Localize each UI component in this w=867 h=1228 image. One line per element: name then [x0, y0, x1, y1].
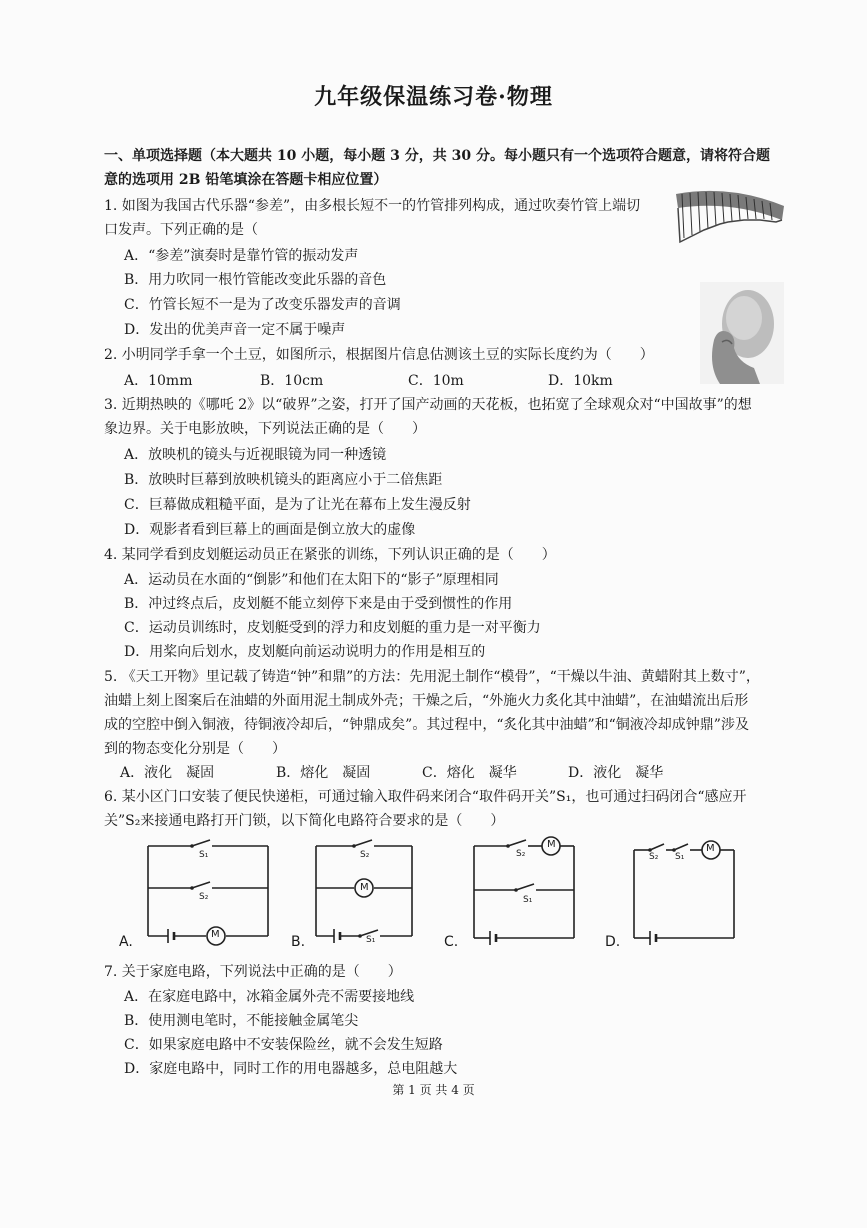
q4-option-a: A．运动员在水面的“倒影”和他们在太阳下的“影子”原理相同	[124, 572, 499, 588]
q1-option-d: D．发出的优美声音一定不属于噪声	[124, 322, 346, 338]
q3-stem-line2: 象边界。关于电影放映，下列说法正确的是（ ）	[104, 421, 426, 437]
q1-stem-line2: 口发声。下列正确的是（	[104, 222, 258, 238]
q4-option-d: D．用桨向后划水，皮划艇向前运动说明力的作用是相互的	[124, 644, 486, 660]
circuit-d-label: D.	[605, 934, 621, 950]
circuit-b-label: B.	[291, 934, 306, 950]
circuit-c-label: C.	[444, 934, 459, 950]
q7-option-b: B．使用测电笔时，不能接触金属笔尖	[124, 1013, 359, 1029]
q7-option-a: A．在家庭电路中，冰箱金属外壳不需要接地线	[124, 989, 415, 1005]
circuit-d-motor-label: M	[706, 843, 715, 854]
q3-option-a: A．放映机的镜头与近视眼镜为同一种透镜	[124, 447, 387, 463]
circuit-b-s1-label: S₁	[366, 935, 376, 945]
q3-option-b: B．放映时巨幕到放映机镜头的距离应小于二倍焦距	[124, 472, 443, 488]
circuit-b-motor-label: M	[360, 882, 369, 893]
pan-flute-image	[672, 186, 788, 244]
q5-stem-line3: 成的空腔中倒入铜液，待铜液冷却后，“钟鼎成矣”。其过程中，“炙化其中油蜡”和“铜液冷却成钟鼎”涉及	[104, 717, 749, 733]
circuit-d-s1-label: S₁	[675, 852, 685, 862]
section-header-line2: 意的选项用 2B 铅笔填涂在答题卡相应位置）	[104, 172, 388, 188]
q5-stem-line1: 5. 《天工开物》里记载了铸造“钟”和鼎”的方法：先用泥土制作“模骨”，“干燥以牛油、黄蜡附其上数寸”，	[104, 669, 760, 685]
q3-stem-line1: 3. 近期热映的《哪吒 2》以“破界”之姿，打开了国产动画的天花板，也拓宽了全球观众对“中国故事”的想	[104, 397, 752, 413]
q5-option-a: A．液化 凝固	[120, 765, 215, 781]
q2-option-b: B．10cm	[260, 373, 324, 389]
q2-option-d: D．10km	[548, 373, 613, 389]
circuit-a-label: A.	[119, 934, 133, 950]
q1-option-b: B．用力吹同一根竹管能改变此乐器的音色	[124, 272, 387, 288]
q4-option-b: B．冲过终点后，皮划艇不能立刻停下来是由于受到惯性的作用	[124, 596, 513, 612]
circuit-a-motor-label: M	[211, 929, 220, 940]
section-header-line1: 一、单项选择题（本大题共 10 小题，每小题 3 分，共 30 分。每小题只有一个选项符合题意，请将符合题	[104, 148, 770, 164]
q4-stem: 4. 某同学看到皮划艇运动员正在紧张的训练，下列认识正确的是（ ）	[104, 547, 556, 563]
q3-option-d: D．观影者看到巨幕上的画面是倒立放大的虚像	[124, 522, 416, 538]
circuit-d-s2-label: S₂	[649, 852, 659, 862]
q5-stem-line4: 到的物态变化分别是（ ）	[104, 741, 286, 757]
q2-option-c: C．10m	[408, 373, 464, 389]
q7-option-d: D．家庭电路中，同时工作的用电器越多，总电阻越大	[124, 1061, 458, 1077]
circuit-c-motor-label: M	[547, 839, 556, 850]
q5-stem-line2: 油蜡上刻上图案后在油蜡的外面用泥土制成外壳；干燥之后，“外施火力炙化其中油蜡”，在油蜡流出后形	[104, 693, 749, 709]
page-title: 九年级保温练习卷·物理	[314, 84, 553, 110]
q5-option-d: D．液化 凝华	[568, 765, 664, 781]
q5-option-b: B．熔化 凝固	[276, 765, 371, 781]
q1-option-c: C．竹管长短不一是为了改变乐器发声的音调	[124, 297, 401, 313]
potato-hand-image	[700, 282, 784, 384]
q2-stem: 2. 小明同学手拿一个土豆，如图所示，根据图片信息估测该土豆的实际长度约为（ ）	[104, 347, 654, 363]
q3-option-c: C．巨幕做成粗糙平面，是为了让光在幕布上发生漫反射	[124, 497, 471, 513]
q2-option-a: A．10mm	[124, 373, 193, 389]
q5-option-c: C．熔化 凝华	[422, 765, 517, 781]
circuit-c-s1-label: S₁	[523, 895, 533, 905]
q1-option-a: A．“参差”演奏时是靠竹管的振动发声	[124, 248, 359, 264]
q1-stem-line1: 1. 如图为我国古代乐器“参差”，由多根长短不一的竹管排列构成，通过吹奏竹管上端切	[104, 198, 641, 214]
circuit-a-s1-label: S₁	[199, 850, 209, 860]
circuit-a-s2-label: S₂	[199, 892, 209, 902]
circuit-b-s2-label: S₂	[360, 850, 370, 860]
q6-stem-line1: 6. 某小区门口安装了便民快递柜，可通过输入取件码来闭合“取件码开关”S₁，也可通过扫码闭合“感应开	[104, 789, 747, 805]
q7-option-c: C．如果家庭电路中不安装保险丝，就不会发生短路	[124, 1037, 443, 1053]
circuit-c-s2-label: S₂	[516, 849, 526, 859]
q6-stem-line2: 关”S₂来接通电路打开门锁，以下简化电路符合要求的是（ ）	[104, 813, 505, 829]
page-footer: 第 1 页 共 4 页	[392, 1083, 475, 1097]
q4-option-c: C．运动员训练时，皮划艇受到的浮力和皮划艇的重力是一对平衡力	[124, 620, 541, 636]
q7-stem: 7. 关于家庭电路，下列说法中正确的是（ ）	[104, 964, 402, 980]
